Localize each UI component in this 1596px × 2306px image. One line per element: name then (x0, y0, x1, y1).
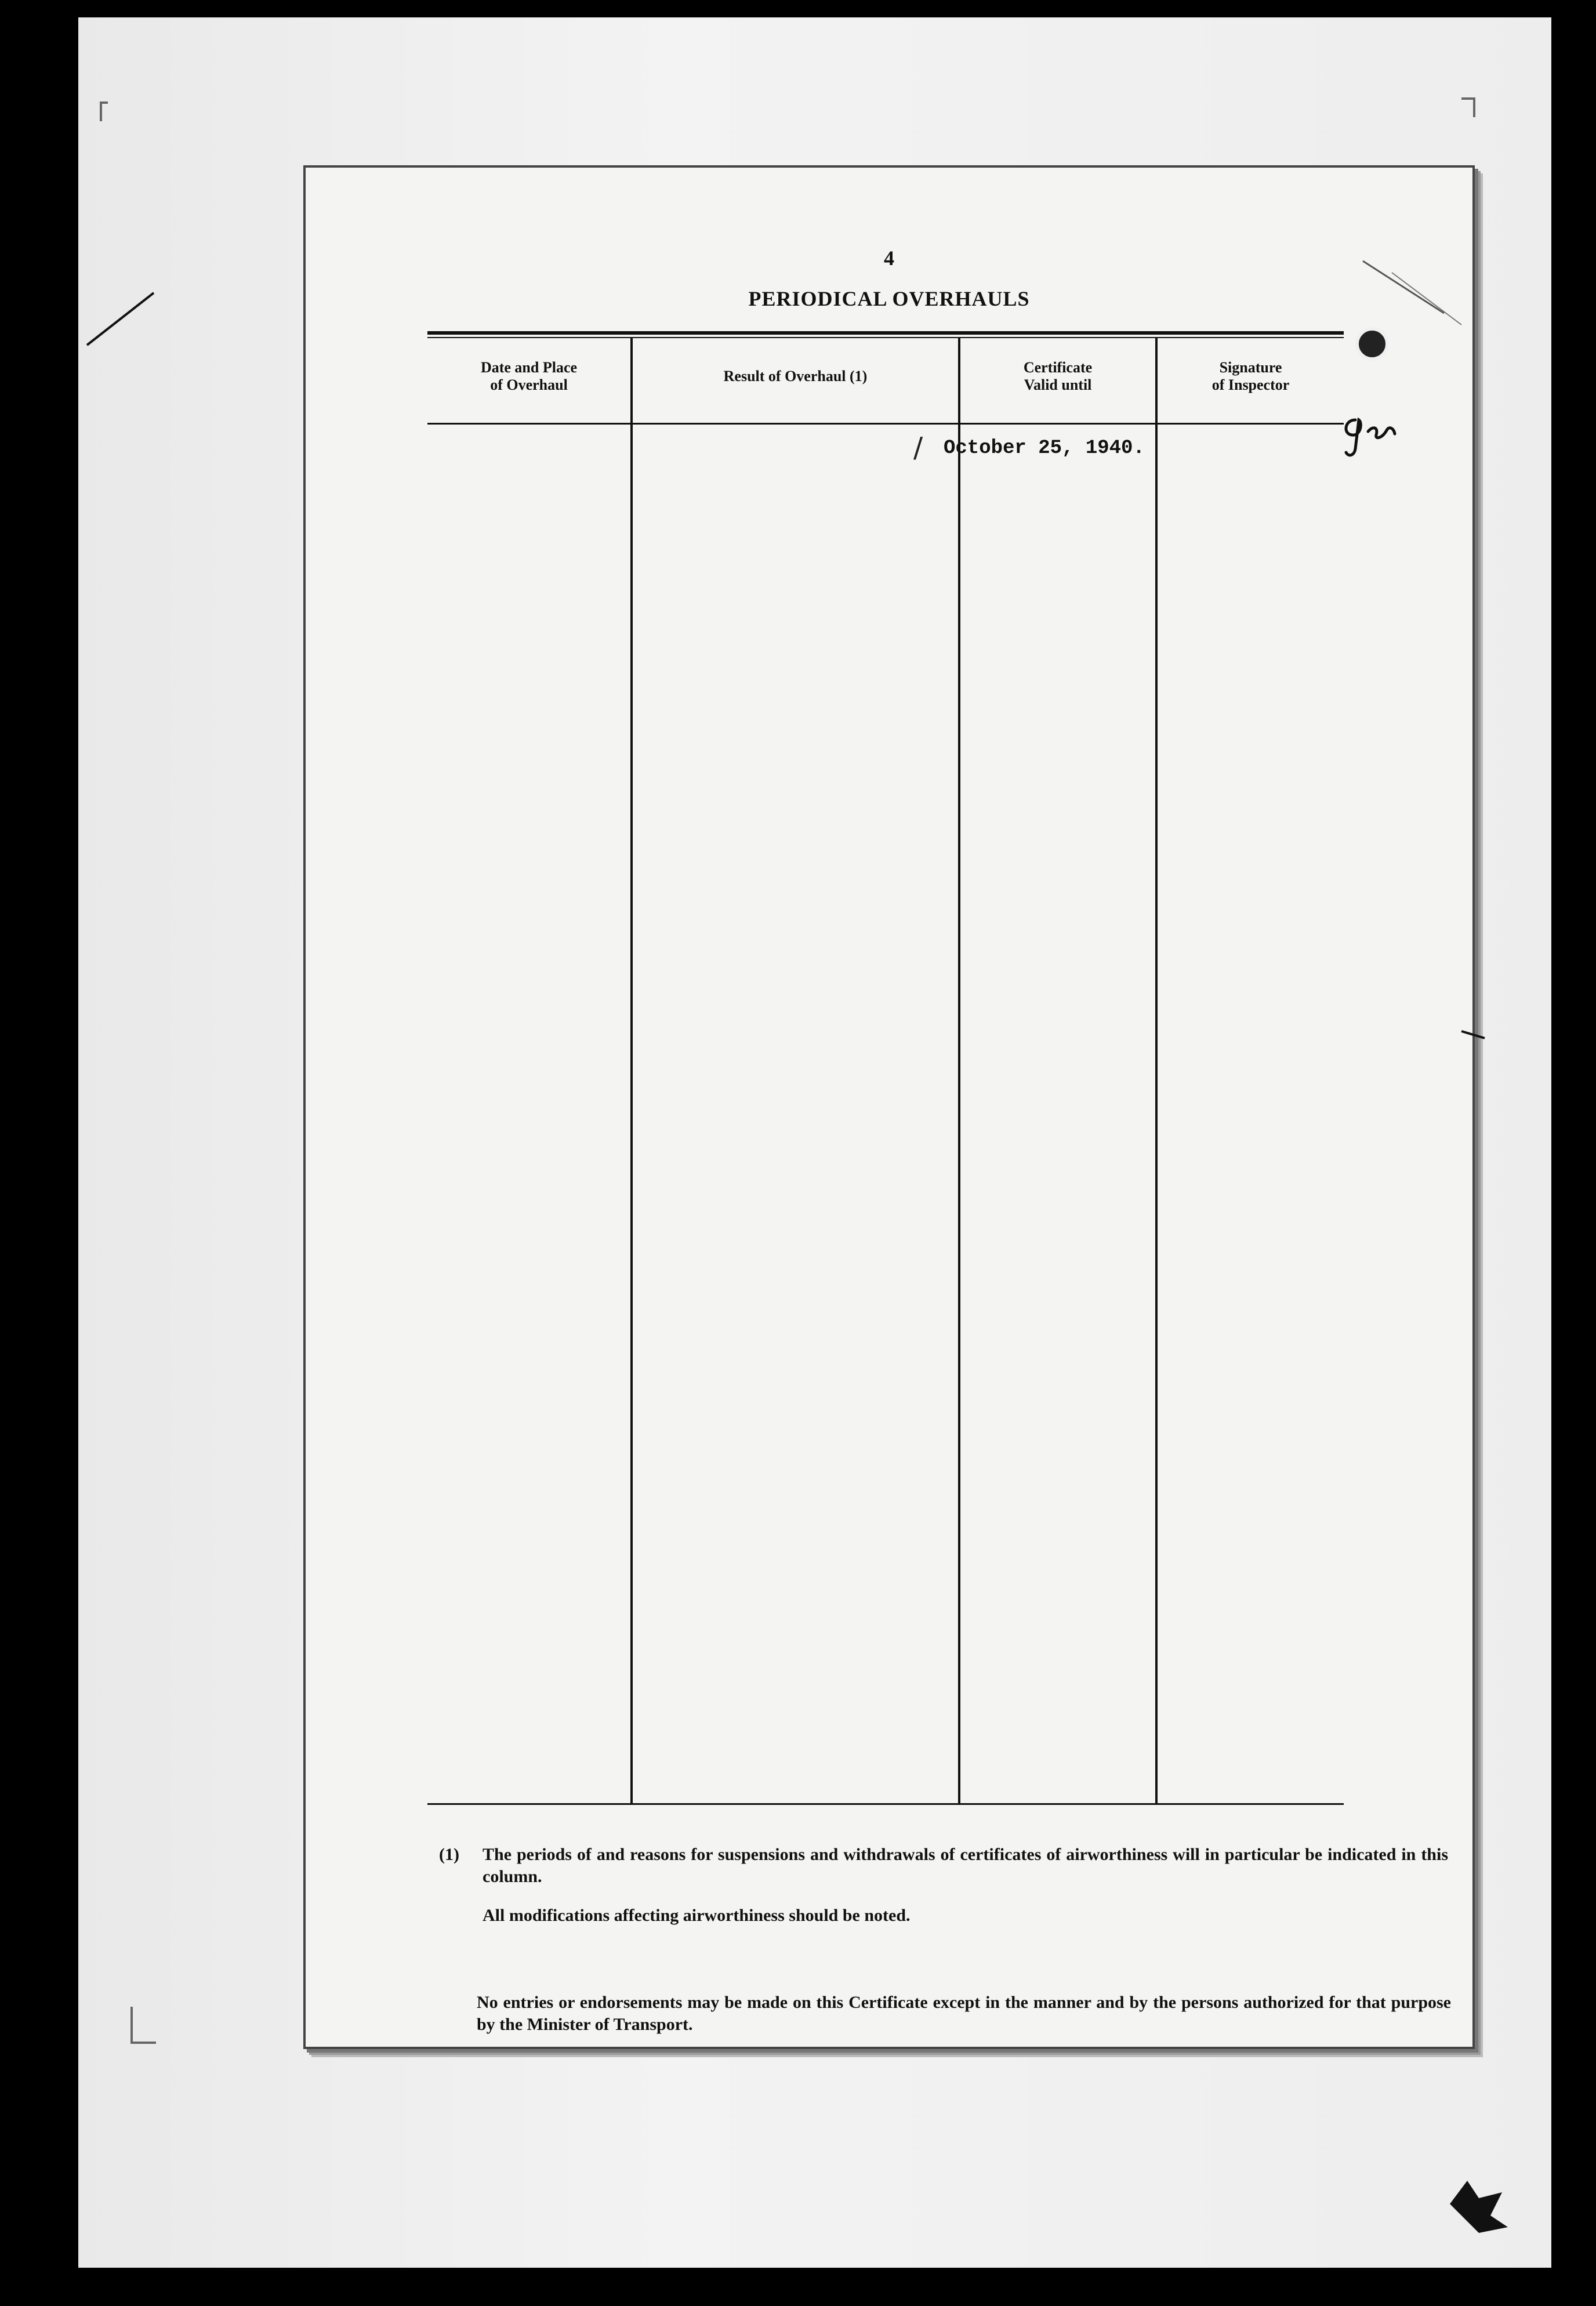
column-divider-2 (958, 337, 960, 1804)
column-divider-1 (630, 337, 633, 1804)
footnote-2 (439, 1905, 1448, 1927)
footnote-2-text: All modifications affecting airworthiness should be noted. (483, 1906, 911, 1925)
page-title: PERIODICAL OVERHAULS (748, 287, 1030, 310)
header-result: Result of Overhaul (1) (723, 368, 868, 385)
footnote-1 (439, 1844, 1448, 1888)
bleed-through-line (816, 516, 826, 534)
header-date-place: Date and Place of Overhaul (480, 359, 578, 393)
inspector-signature (1338, 414, 1408, 461)
footnote-1-text: The periods of and reasons for suspensions and withdrawals of certificates of airworthiness will in particular be indicated in this column. (483, 1845, 1448, 1886)
valid-until-value: October 25, 1940. (944, 437, 1145, 459)
check-mark: / (913, 432, 923, 464)
page-number: 4 (884, 246, 894, 270)
header-valid-until: Certificate Valid until (1023, 359, 1093, 393)
footnote-3-text: No entries or endorsements may be made on this Certificate except in the manner and by the persons authorized for that purpose by the Minister of Transport. (477, 1993, 1451, 2034)
frame-corner-bottom-left (130, 2007, 156, 2044)
table-top-rule-thin (427, 337, 1344, 338)
header-bottom-rule (427, 423, 1344, 425)
certificate-page (303, 165, 1475, 2049)
table-bottom-rule (427, 1803, 1344, 1805)
header-signature: Signature of Inspector (1211, 359, 1290, 393)
footnote-3 (436, 1992, 1451, 2036)
table-top-rule (427, 331, 1344, 335)
frame-corner-top-left (100, 101, 108, 121)
footnote-marker: (1) (439, 1845, 459, 1864)
frame-corner-top-right (1461, 97, 1475, 117)
punch-hole (1355, 327, 1389, 361)
column-divider-3 (1155, 337, 1158, 1804)
